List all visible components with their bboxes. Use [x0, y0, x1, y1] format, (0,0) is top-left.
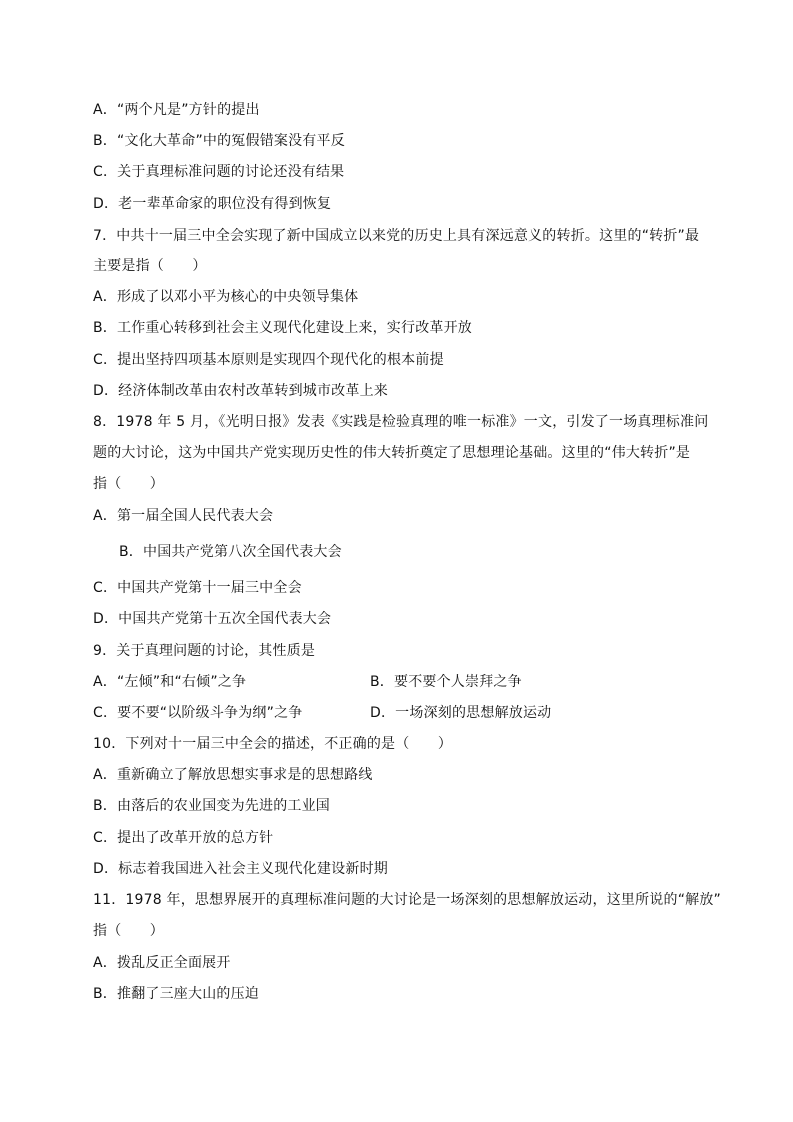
option-line: D．标志着我国进入社会主义现代化建设新时期	[93, 861, 388, 877]
option-b: B．要不要个人崇拜之争	[370, 674, 522, 690]
option-line: A．形成了以邓小平为核心的中央领导集体	[93, 289, 359, 305]
question-7-text: 7．中共十一届三中全会实现了新中国成立以来党的历史上具有深远意义的转折。这里的“转折”最	[93, 228, 700, 244]
option-line: B．工作重心转移到社会主义现代化建设上来，实行改革开放	[93, 320, 473, 336]
question-7-text-cont: 主要是指（ ）	[93, 258, 207, 274]
option-line: D．老一辈革命家的职位没有得到恢复	[93, 196, 332, 212]
option-d: D．一场深刻的思想解放运动	[370, 705, 552, 721]
option-line: B．中国共产党第八次全国代表大会	[119, 544, 342, 560]
option-row	[93, 672, 693, 692]
option-line: C．提出坚持四项基本原则是实现四个现代化的根本前提	[93, 352, 444, 368]
option-line: B．“文化大革命”中的冤假错案没有平反	[93, 133, 345, 149]
option-line: A．拨乱反正全面展开	[93, 955, 231, 971]
question-10-text: 10．下列对十一届三中全会的描述，不正确的是（ ）	[93, 736, 453, 752]
question-11-text-cont: 指（ ）	[93, 923, 164, 939]
option-line: A．重新确立了解放思想实事求是的思想路线	[93, 767, 373, 783]
option-line: D．经济体制改革由农村改革转到城市改革上来	[93, 383, 388, 399]
option-line: A．“两个凡是”方针的提出	[93, 102, 260, 118]
option-line: B．推翻了三座大山的压迫	[93, 986, 260, 1002]
option-line: C．提出了改革开放的总方针	[93, 830, 274, 846]
option-line: D．中国共产党第十五次全国代表大会	[93, 611, 332, 627]
option-line: A．第一届全国人民代表大会	[93, 508, 274, 524]
question-8-text-cont: 指（ ）	[93, 476, 164, 492]
option-line: C．中国共产党第十一届三中全会	[93, 580, 302, 596]
question-8-text: 8．1978 年 5 月，《光明日报》发表《实践是检验真理的唯一标准》一文，引发了一场真理标准问	[93, 414, 709, 430]
question-11-text: 11．1978 年，思想界展开的真理标准问题的大讨论是一场深刻的思想解放运动，这里所说的“解放”	[93, 892, 721, 908]
option-row	[93, 703, 693, 723]
option-a: A．“左倾”和“右倾”之争	[93, 674, 247, 690]
question-8-text-cont: 题的大讨论，这为中国共产党实现历史性的伟大转折奠定了思想理论基础。这里的“伟大转折”是	[93, 445, 691, 461]
option-line: B．由落后的农业国变为先进的工业国	[93, 798, 331, 814]
option-line: C．关于真理标准问题的讨论还没有结果	[93, 164, 345, 180]
option-c: C．要不要“以阶级斗争为纲”之争	[93, 705, 303, 721]
question-9-text: 9．关于真理问题的讨论，其性质是	[93, 643, 316, 659]
